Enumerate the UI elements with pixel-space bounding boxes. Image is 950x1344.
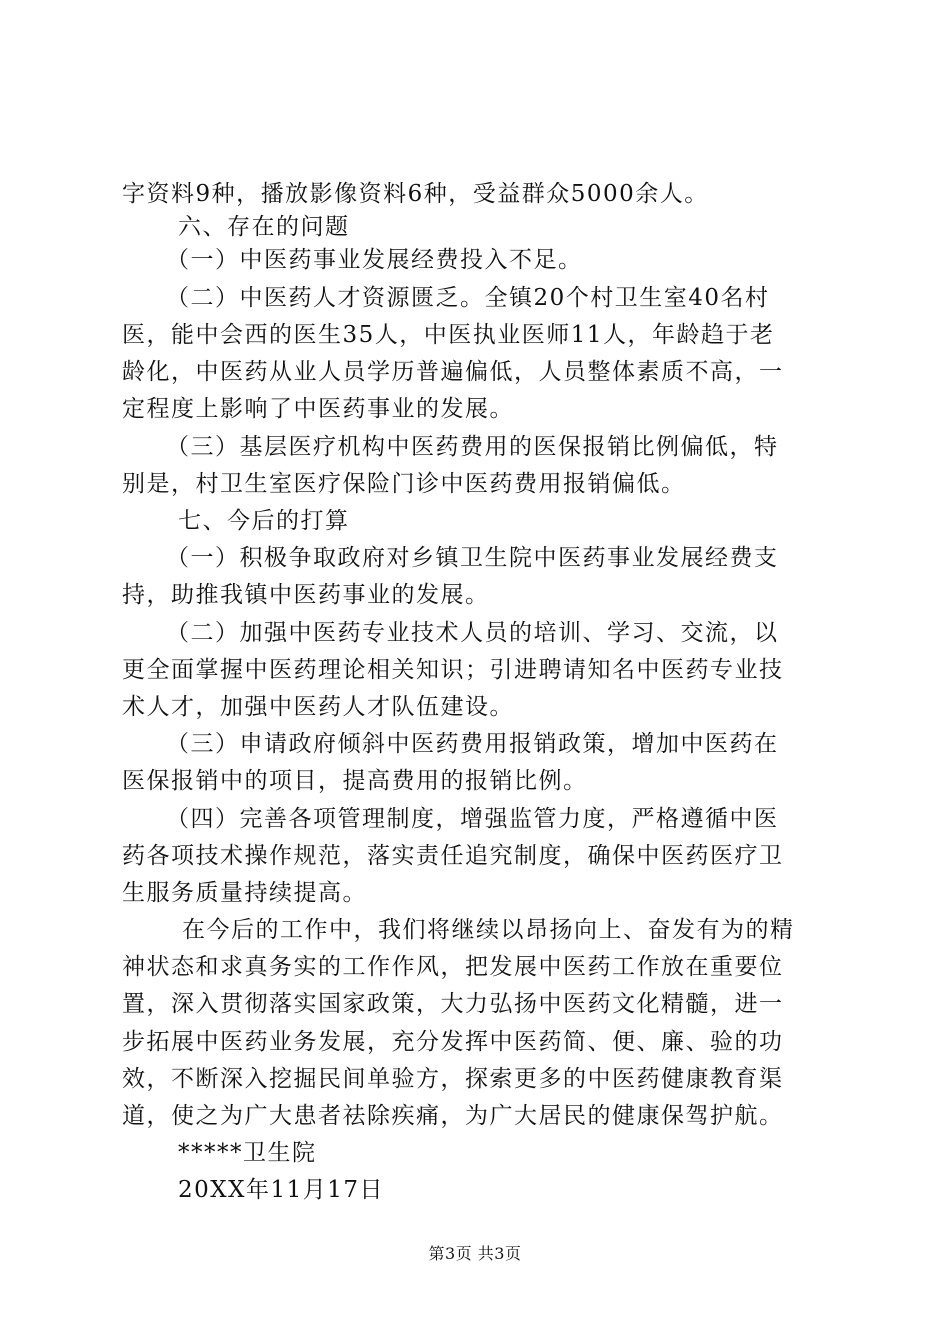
paragraph-line: （一）中医药事业发展经费投入不足。 [166, 247, 583, 273]
signature-organization: *****卫生院 [178, 1140, 317, 1166]
paragraph-line: 更全面掌握中医药理论相关知识；引进聘请知名中医药专业技 [122, 657, 784, 683]
paragraph-line: 持，助推我镇中医药事业的发展。 [122, 582, 490, 608]
paragraph-line: 医，能中会西的医生35人，中医执业医师11人，年龄趋于老 [122, 322, 775, 348]
paragraph-line: 龄化，中医药从业人员学历普遍偏低，人员整体素质不高，一 [122, 359, 784, 385]
section-heading: 七、今后的打算 [178, 508, 350, 534]
paragraph-line: 药各项技术操作规范，落实责任追究制度，确保中医药医疗卫 [122, 843, 784, 869]
paragraph-line: （三）申请政府倾斜中医药费用报销政策，增加中医药在 [166, 731, 779, 757]
paragraph-line: 定程度上影响了中医药事业的发展。 [122, 396, 514, 422]
paragraph-line: 术人才，加强中医药人才队伍建设。 [122, 694, 514, 720]
paragraph-line: 生服务质量持续提高。 [122, 880, 367, 906]
paragraph-line: 步拓展中医药业务发展，充分发挥中医药简、便、廉、验的功 [122, 1029, 784, 1055]
paragraph-line: （三）基层医疗机构中医药费用的医保报销比例偏低，特 [166, 434, 779, 460]
signature-date: 20XX年11月17日 [178, 1177, 385, 1203]
paragraph-line: （一）积极争取政府对乡镇卫生院中医药事业发展经费支 [166, 545, 779, 571]
paragraph-line: （二）加强中医药专业技术人员的培训、学习、交流，以 [166, 620, 779, 646]
paragraph-line: （四）完善各项管理制度，增强监管力度，严格遵循中医 [166, 806, 779, 832]
paragraph-line: 别是，村卫生室医疗保险门诊中医药费用报销偏低。 [122, 471, 686, 497]
paragraph-line: 医保报销中的项目，提高费用的报销比例。 [122, 768, 588, 794]
page-number-footer: 第3页 共3页 [428, 1244, 522, 1263]
paragraph-line: 置，深入贯彻落实国家政策，大力弘扬中医药文化精髓，进一 [122, 991, 784, 1017]
paragraph-line: 道，使之为广大患者祛除疾痛，为广大居民的健康保驾护航。 [122, 1103, 784, 1129]
paragraph-line: 在今后的工作中，我们将继续以昂扬向上、奋发有为的精 [182, 917, 795, 943]
paragraph-line: 神状态和求真务实的工作作风，把发展中医药工作放在重要位 [122, 954, 784, 980]
section-heading: 六、存在的问题 [178, 214, 350, 240]
paragraph-line: 效，不断深入挖掘民间单验方，探索更多的中医药健康教育渠 [122, 1066, 784, 1092]
paragraph-line: 字资料9种，播放影像资料6种，受益群众5000余人。 [122, 181, 709, 207]
paragraph-line: （二）中医药人才资源匮乏。全镇20个村卫生室40名村 [166, 285, 770, 311]
